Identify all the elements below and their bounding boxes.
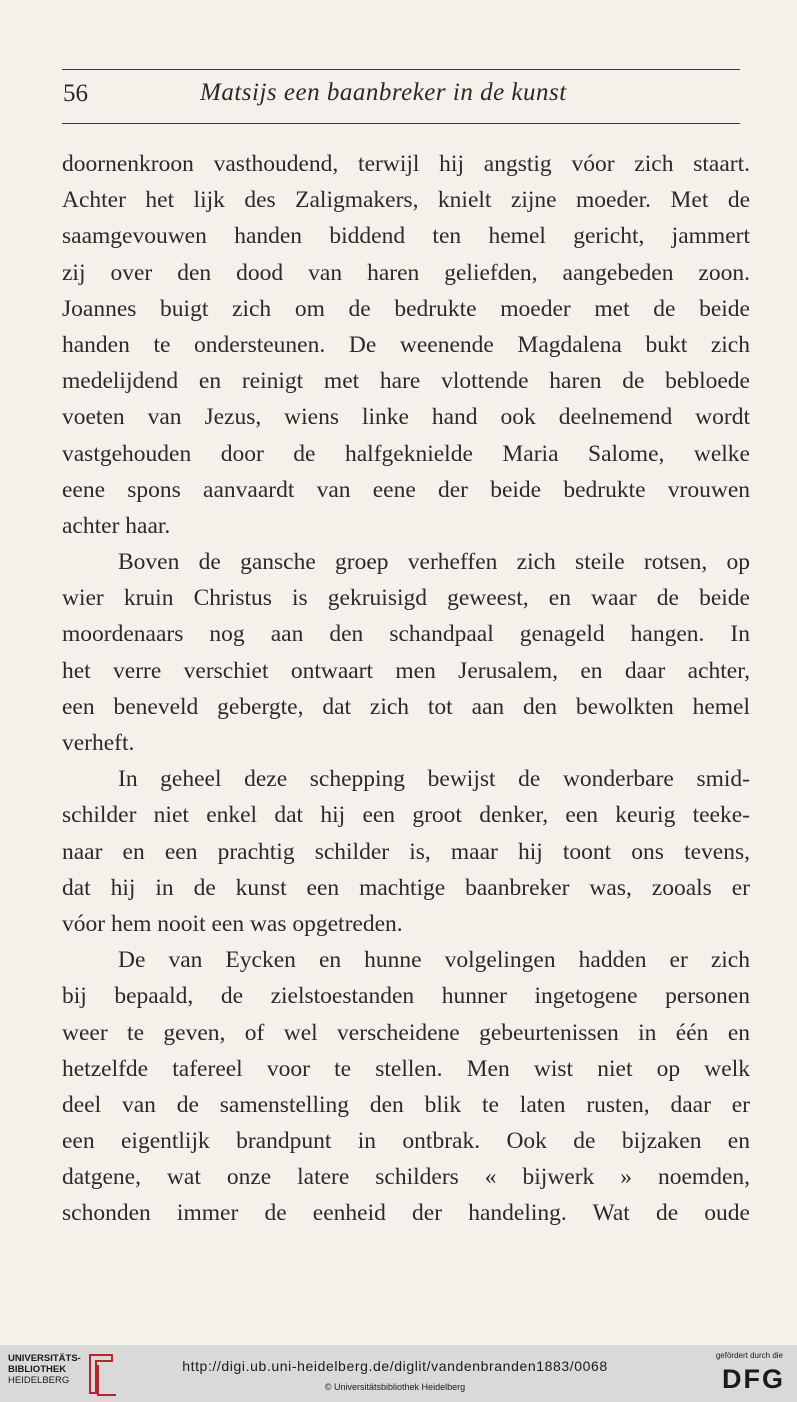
- text-line: achter haar.: [62, 512, 171, 539]
- header-rule-top: [62, 69, 740, 70]
- source-url-link[interactable]: http://digi.ub.uni-heidelberg.de/diglit/vandenbranden1883/0068: [182, 1358, 608, 1374]
- text-line: moordenaars nog aan den schandpaal genageld hangen. In: [62, 621, 750, 648]
- text-line: schonden immer de eenheid der handeling. Wat de oude: [62, 1200, 750, 1227]
- body-text: [62, 146, 750, 1232]
- text-line: dat hij in de kunst een machtige baanbreker was, zooals er: [62, 874, 750, 901]
- text-line: vóor hem nooit een was opgetreden.: [62, 910, 403, 937]
- text-line: Boven de gansche groep verheffen zich steile rotsen, op: [118, 549, 750, 576]
- text-line: een eigentlijk brandpunt in ontbrak. Ook de bijzaken en: [62, 1128, 750, 1155]
- text-line: schilder niet enkel dat hij een groot denker, een keurig teeke-: [62, 802, 750, 829]
- running-title: Matsijs een baanbreker in de kunst: [200, 79, 567, 106]
- text-line: hetzelfde tafereel voor te stellen. Men wist niet op welk: [62, 1055, 750, 1082]
- text-line: saamgevouwen handen biddend ten hemel gericht, jammert: [62, 223, 750, 250]
- digitization-footer: [0, 1345, 797, 1402]
- text-line: In geheel deze schepping bewijst de wonderbare smid-: [118, 766, 750, 793]
- funding-note: gefördert durch die: [715, 1351, 783, 1360]
- text-line: De van Eycken en hunne volgelingen hadden er zich: [118, 947, 750, 974]
- dfg-logo[interactable]: DFG: [722, 1364, 785, 1394]
- text-line: het verre verschiet ontwaart men Jerusalem, en daar achter,: [62, 657, 750, 684]
- text-line: naar en een prachtig schilder is, maar hij toont ons tevens,: [62, 838, 750, 865]
- text-line: wier kruin Christus is gekruisigd geweest, en waar de beide: [62, 585, 750, 612]
- header-rule-bottom: [62, 123, 740, 124]
- text-line: een beneveld gebergte, dat zich tot aan den bewolkten hemel: [62, 693, 750, 720]
- university-library-logo[interactable]: [8, 1353, 128, 1397]
- text-line: deel van de samenstelling den blik te laten rusten, daar er: [62, 1091, 750, 1118]
- library-mark-icon: [84, 1353, 120, 1397]
- text-line: datgene, wat onze latere schilders « bijwerk » noemden,: [62, 1164, 750, 1191]
- copyright-note: © Universitätsbibliothek Heidelberg: [324, 1382, 466, 1392]
- text-line: bij bepaald, de zielstoestanden hunner ingetogene personen: [62, 983, 750, 1010]
- text-line: zij over den dood van haren geliefden, aangebeden zoon.: [62, 259, 750, 286]
- text-line: handen te ondersteunen. De weenende Magdalena bukt zich: [62, 331, 750, 358]
- text-line: medelijdend en reinigt met hare vlottende haren de bebloede: [62, 368, 750, 395]
- text-line: doornenkroon vasthoudend, terwijl hij angstig vóor zich staart.: [62, 151, 750, 177]
- text-line: Achter het lijk des Zaligmakers, knielt zijne moeder. Met de: [62, 187, 750, 214]
- page-number: 56: [63, 80, 88, 107]
- text-line: eene spons aanvaardt van eene der beide bedrukte vrouwen: [62, 476, 750, 503]
- text-line: verheft.: [62, 730, 135, 756]
- text-line: voeten van Jezus, wiens linke hand ook deelnemend wordt: [62, 404, 750, 431]
- text-line: weer te geven, of wel verscheidene gebeurtenissen in één en: [62, 1019, 750, 1046]
- text-line: vastgehouden door de halfgeknielde Maria Salome, welke: [62, 440, 750, 467]
- library-name: UNIVERSITÄTS- BIBLIOTHEK HEIDELBERG: [8, 1353, 81, 1386]
- text-line: Joannes buigt zich om de bedrukte moeder met de beide: [62, 295, 750, 322]
